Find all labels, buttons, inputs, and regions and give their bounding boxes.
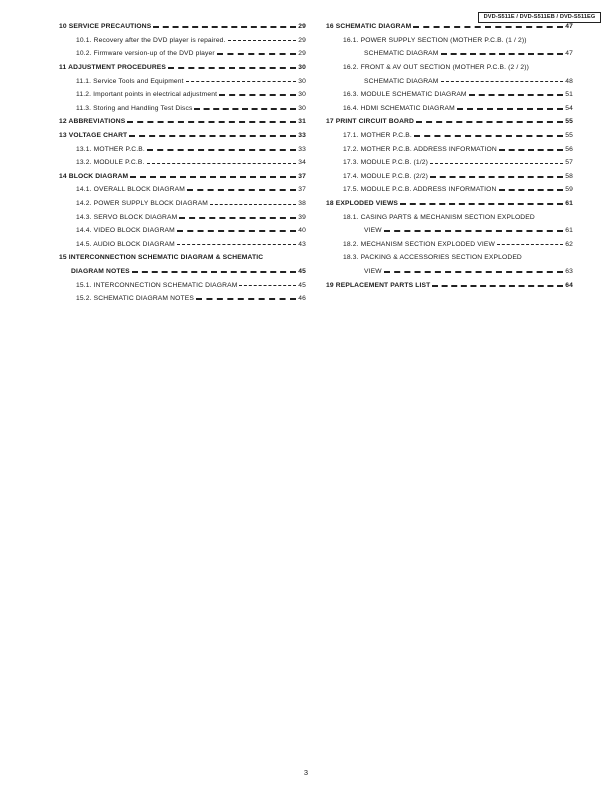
toc-entry[interactable] [59, 292, 306, 306]
toc-entry-page: 31 [298, 118, 306, 126]
toc-entry-title: 11.3. Storing and Handling Test Discs [76, 104, 193, 112]
toc-entry-page: 37 [298, 172, 306, 180]
toc-leader-dots [400, 203, 563, 205]
toc-entry-page: 29 [298, 23, 306, 31]
toc-entry-title: 18.1. CASING PARTS & MECHANISM SECTION EXPLODED [343, 213, 535, 221]
toc-leader-dots [177, 244, 296, 245]
toc-entry-title: 17.2. MOTHER P.C.B. ADDRESS INFORMATION [343, 145, 497, 153]
toc-entry[interactable] [326, 238, 573, 252]
toc-entry[interactable] [326, 156, 573, 170]
toc-entry[interactable] [326, 265, 573, 279]
toc-entry-page: 47 [565, 50, 573, 58]
toc-entry[interactable] [59, 142, 306, 156]
toc-entry[interactable] [59, 34, 306, 48]
toc-entry-title: 10.1. Recovery after the DVD player is repaired. [76, 36, 226, 44]
toc-entry-page: 39 [298, 213, 306, 221]
toc-leader-dots [414, 135, 563, 137]
toc-entry[interactable] [326, 210, 573, 224]
toc-entry-page: 46 [298, 295, 306, 303]
toc-entry-title: 19 REPLACEMENT PARTS LIST [326, 281, 431, 289]
toc-entry-page: 62 [565, 240, 573, 248]
toc-entry-title: VIEW [364, 267, 382, 275]
toc-entry-title: 15.2. SCHEMATIC DIAGRAM NOTES [76, 295, 194, 303]
toc-entry[interactable] [59, 20, 306, 34]
toc-leader-dots [499, 149, 563, 151]
toc-entry-page: 54 [565, 104, 573, 112]
toc-leader-dots [196, 298, 296, 300]
toc-entry[interactable] [59, 183, 306, 197]
toc-entry[interactable] [326, 74, 573, 88]
toc-entry-page: 29 [298, 50, 306, 58]
toc-leader-dots [499, 189, 564, 191]
toc-leader-dots [147, 163, 297, 164]
toc-entry[interactable] [59, 102, 306, 116]
toc-entry-title: 14 BLOCK DIAGRAM [59, 172, 129, 180]
toc-leader-dots [432, 285, 563, 287]
toc-entry-page: 45 [298, 281, 306, 289]
toc-entry-title: 16.4. HDMI SCHEMATIC DIAGRAM [343, 104, 455, 112]
toc-entry-page: 47 [565, 23, 573, 31]
toc-entry-page: 33 [298, 132, 306, 140]
toc-entry-page: 40 [298, 227, 306, 235]
toc-entry[interactable] [59, 88, 306, 102]
toc-entry[interactable] [59, 47, 306, 61]
toc-entry-title: VIEW [364, 227, 382, 235]
toc-entry-title: 12 ABBREVIATIONS [59, 118, 126, 126]
toc-leader-dots [147, 149, 296, 151]
toc-entry[interactable] [59, 224, 306, 238]
toc-entry[interactable] [326, 88, 573, 102]
toc-entry[interactable] [59, 74, 306, 88]
toc-leader-dots [384, 230, 564, 232]
toc-entry-page: 61 [565, 200, 573, 208]
toc-entry-page: 57 [565, 159, 573, 167]
toc-entry-title: 16.1. POWER SUPPLY SECTION (MOTHER P.C.B. (1 / 2)) [343, 36, 527, 44]
toc-leader-dots [130, 176, 296, 178]
toc-entry[interactable] [326, 183, 573, 197]
toc-leader-dots [217, 53, 296, 55]
toc-leader-dots [129, 135, 296, 137]
toc-leader-dots [168, 67, 296, 69]
toc-entry[interactable] [59, 265, 306, 279]
toc-entry-title: 17.3. MODULE P.C.B. (1/2) [343, 159, 429, 167]
toc-entry-title: 14.5. AUDIO BLOCK DIAGRAM [76, 240, 175, 248]
page-number: 3 [303, 768, 309, 777]
toc-entry-page: 30 [298, 104, 306, 112]
toc-entry-title: 11.2. Important points in electrical adjustment [76, 91, 218, 99]
toc-entry-title: 13.1. MOTHER P.C.B. [76, 145, 145, 153]
toc-leader-dots [127, 121, 296, 123]
toc-entry-page: 51 [565, 91, 573, 99]
toc-entry[interactable] [326, 278, 573, 292]
toc-entry[interactable] [326, 47, 573, 61]
toc-entry-page: 30 [298, 64, 306, 72]
toc-entry[interactable] [59, 278, 306, 292]
toc-entry[interactable] [59, 197, 306, 211]
toc-entry-title: 18.3. PACKING & ACCESSORIES SECTION EXPLODED [343, 254, 522, 262]
toc-entry-page: 61 [565, 227, 573, 235]
toc-leader-dots [457, 108, 563, 110]
toc-leader-dots [430, 176, 563, 178]
toc-entry-title: 13 VOLTAGE CHART [59, 132, 128, 140]
toc-leader-dots [153, 26, 296, 28]
toc-leader-dots [228, 40, 297, 41]
toc-entry-page: 29 [298, 36, 306, 44]
toc-entry-page: 55 [565, 132, 573, 140]
toc-entry[interactable] [326, 142, 573, 156]
toc-entry[interactable] [59, 61, 306, 75]
toc-entry[interactable] [59, 251, 306, 265]
toc-entry-page: 30 [298, 91, 306, 99]
toc-leader-dots [219, 94, 296, 96]
toc-entry[interactable] [326, 34, 573, 48]
toc-entry-title: 15 INTERCONNECTION SCHEMATIC DIAGRAM & SCHEMATIC [59, 254, 264, 262]
toc-entry-title: SCHEMATIC DIAGRAM [364, 50, 439, 58]
toc-entry-title: 14.1. OVERALL BLOCK DIAGRAM [76, 186, 185, 194]
toc-entry-title: 17.4. MODULE P.C.B. (2/2) [343, 172, 429, 180]
toc-entry[interactable] [59, 156, 306, 170]
toc-entry-page: 48 [565, 77, 573, 85]
toc-entry-page: 33 [298, 145, 306, 153]
toc-leader-dots [210, 204, 296, 205]
toc-entry-title: 16 SCHEMATIC DIAGRAM [326, 23, 412, 31]
toc-entry[interactable] [59, 238, 306, 252]
toc-entry[interactable] [59, 115, 306, 129]
toc-entry-page: 58 [565, 172, 573, 180]
toc-leader-dots [239, 285, 296, 286]
toc-entry-title: 11.1. Service Tools and Equipment [76, 77, 184, 85]
toc-entry[interactable] [326, 129, 573, 143]
toc-entry-page: 64 [565, 281, 573, 289]
model-number-box: DVD-S511E / DVD-S511EB / DVD-S511EG [478, 12, 601, 23]
toc-leader-dots [441, 53, 564, 55]
toc-entry-page: 55 [565, 118, 573, 126]
toc-entry-title: 10 SERVICE PRECAUTIONS [59, 23, 152, 31]
toc-entry-page: 34 [298, 159, 306, 167]
toc-leader-dots [441, 81, 564, 82]
toc-entry[interactable] [59, 170, 306, 184]
toc-entry-page: 43 [298, 240, 306, 248]
toc-entry-page: 56 [565, 145, 573, 153]
toc-leader-dots [413, 26, 563, 28]
toc-leader-dots [194, 108, 296, 110]
toc-left-column [59, 20, 306, 305]
toc-entry-page: 45 [298, 267, 306, 275]
toc-entry-title: 18 EXPLODED VIEWS [326, 200, 399, 208]
toc-entry-title: 14.3. SERVO BLOCK DIAGRAM [76, 213, 178, 221]
toc-entry[interactable] [326, 115, 573, 129]
toc-entry[interactable] [326, 170, 573, 184]
toc-entry[interactable] [59, 129, 306, 143]
toc-entry-title: 17.5. MODULE P.C.B. ADDRESS INFORMATION [343, 186, 497, 194]
toc-entry-title: 16.3. MODULE SCHEMATIC DIAGRAM [343, 91, 467, 99]
toc-entry[interactable] [326, 224, 573, 238]
toc-entry-page: 63 [565, 267, 573, 275]
toc-leader-dots [384, 271, 564, 273]
toc-leader-dots [416, 121, 563, 123]
toc-entry-page: 38 [298, 200, 306, 208]
toc-entry-title: 10.2. Firmware version-up of the DVD player [76, 50, 215, 58]
toc-leader-dots [132, 271, 296, 273]
toc-entry[interactable] [326, 251, 573, 265]
toc-leader-dots [179, 217, 296, 219]
toc-leader-dots [186, 81, 297, 82]
toc-entry-title: 17.1. MOTHER P.C.B. [343, 132, 412, 140]
toc-entry-title: SCHEMATIC DIAGRAM [364, 77, 439, 85]
toc-entry-title: 13.2. MODULE P.C.B. [76, 159, 145, 167]
toc-leader-dots [187, 189, 296, 191]
toc-entry-page: 37 [298, 186, 306, 194]
toc-entry-title: 16.2. FRONT & AV OUT SECTION (MOTHER P.C.B. (2 / 2)) [343, 64, 530, 72]
toc-right-column [326, 20, 573, 292]
toc-entry-page: 30 [298, 77, 306, 85]
toc-entry[interactable] [326, 61, 573, 75]
toc-entry-page: 59 [565, 186, 573, 194]
toc-entry[interactable] [326, 20, 573, 34]
toc-leader-dots [177, 230, 296, 232]
toc-entry-title: 14.2. POWER SUPPLY BLOCK DIAGRAM [76, 200, 209, 208]
toc-leader-dots [469, 94, 564, 96]
toc-entry-title: 17 PRINT CIRCUIT BOARD [326, 118, 415, 126]
toc-entry[interactable] [59, 210, 306, 224]
toc-entry-title: DIAGRAM NOTES [71, 267, 130, 275]
toc-entry[interactable] [326, 102, 573, 116]
toc-entry-title: 18.2. MECHANISM SECTION EXPLODED VIEW [343, 240, 495, 248]
toc-entry-title: 15.1. INTERCONNECTION SCHEMATIC DIAGRAM [76, 281, 238, 289]
toc-entry-title: 14.4. VIDEO BLOCK DIAGRAM [76, 227, 175, 235]
toc-leader-dots [497, 244, 563, 245]
toc-entry[interactable] [326, 197, 573, 211]
toc-entry-title: 11 ADJUSTMENT PROCEDURES [59, 64, 167, 72]
toc-leader-dots [430, 163, 563, 164]
